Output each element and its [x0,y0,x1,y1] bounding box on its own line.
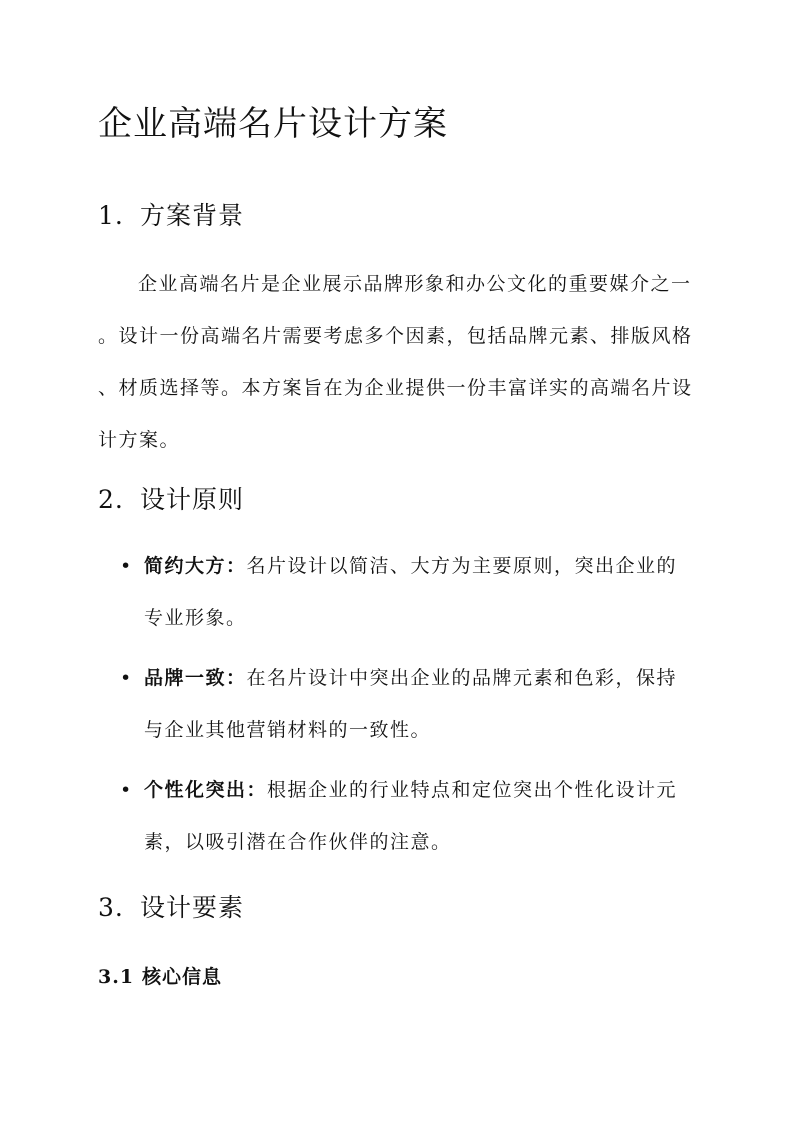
subsection-heading-3-1 [98,962,222,989]
section-title: 设计原则 [140,485,245,514]
subsection-title: 核心信息 [142,966,223,988]
section-number: 3. [98,893,124,922]
bullet-term: 个性化突出： [144,779,268,801]
section-heading-1 [98,196,244,232]
paragraph-line: 企业高端名片是企业展示品牌形象和办公文化的重要媒介之一 [138,273,692,295]
section-number: 2. [98,485,124,514]
bullet-term: 简约大方： [144,555,247,577]
bullet-text-continued: 专业形象。 [144,607,247,629]
paragraph-line: 、材质选择等。本方案旨在为企业提供一份丰富详实的高端名片设 [98,377,693,399]
section-heading-3 [98,888,244,924]
bullet-text: 名片设计以简洁、大方为主要原则，突出企业的 [246,555,678,577]
bullet-text-continued: 素，以吸引潜在合作伙伴的注意。 [144,831,452,853]
document-title: 企业高端名片设计方案 [98,104,448,144]
bullet-text: 根据企业的行业特点和定位突出个性化设计元 [267,779,678,801]
bullet-icon: • [120,779,133,801]
section-1-paragraph [98,258,702,466]
bullet-term: 品牌一致： [144,667,247,689]
paragraph-line: 计方案。 [98,429,181,451]
section-number: 1. [98,201,124,230]
section-heading-2 [98,480,244,516]
bullet-text-continued: 与企业其他营销材料的一致性。 [144,719,432,741]
bullet-text: 在名片设计中突出企业的品牌元素和色彩，保持 [246,667,678,689]
section-title: 方案背景 [140,201,245,230]
bullet-icon: • [120,667,133,689]
paragraph-line: 。设计一份高端名片需要考虑多个因素，包括品牌元素、排版风格 [98,325,693,347]
bullet-icon: • [120,555,133,577]
subsection-number: 3.1 [98,966,135,988]
section-title: 设计要素 [140,893,245,922]
